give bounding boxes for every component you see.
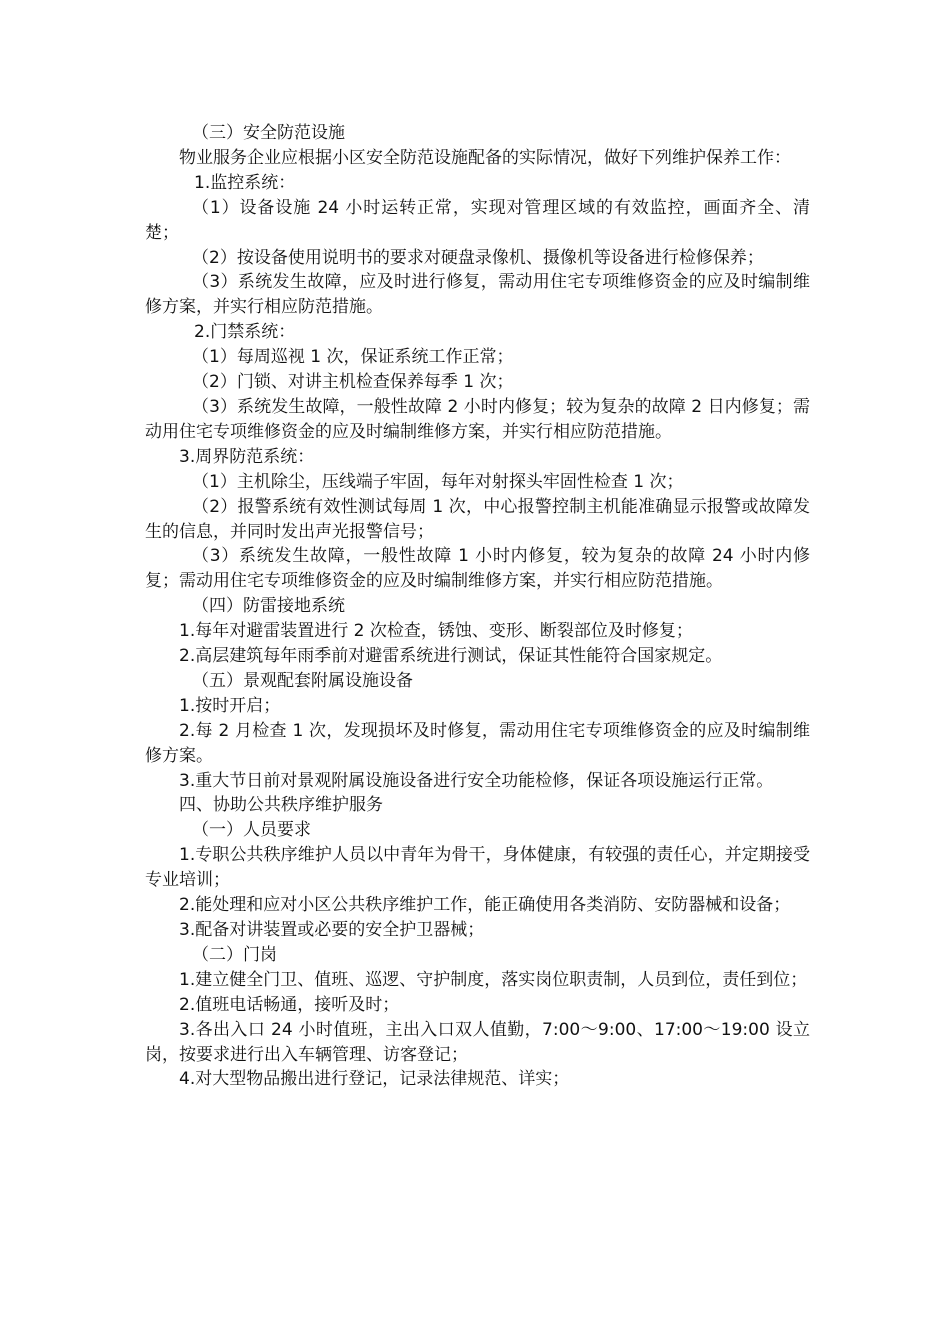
item-landscape-3: 3.重大节日前对景观附属设施设备进行安全功能检修，保证各项设施运行正常。	[179, 770, 774, 791]
item-landscape-1: 1.按时开启；	[179, 695, 281, 716]
item-gate-3: 3.各出入口 24 小时值班，主出入口双人值勤，7:00～9:00、17:00～19:00 设立岗，按要求进行出入车辆管理、访客登记；	[145, 1019, 810, 1065]
item-lightning-2: 2.高层建筑每年雨季前对避雷系统进行测试，保证其性能符合国家规定。	[179, 646, 723, 667]
subheading-safety-facilities: （三）安全防范设施	[192, 123, 345, 143]
item-landscape-2: 2.每 2 月检查 1 次，发现损坏及时修复，需动用住宅专项维修资金的应及时编制维修方案。	[145, 720, 810, 766]
item-access-system: 2.门禁系统：	[194, 322, 296, 343]
subheading-lightning: （四）防雷接地系统	[192, 596, 345, 617]
item-perimeter-1: （1）主机除尘，压线端子牢固，每年对射探头牢固性检查 1 次；	[192, 471, 684, 492]
paragraph-intro: 物业服务企业应根据小区安全防范设施配备的实际情况，做好下列维护保养工作：	[179, 147, 791, 168]
item-monitor-3: （3）系统发生故障，应及时进行修复，需动用住宅专项维修资金的应及时编制维修方案，并实行相应防范措施。	[145, 272, 810, 318]
item-gate-2: 2.值班电话畅通，接听及时；	[179, 994, 400, 1015]
item-perimeter-3: （3）系统发生故障，一般性故障 1 小时内修复，较为复杂的故障 24 小时内修复；需动用住宅专项维修资金的应及时编制维修方案，并实行相应防范措施。	[145, 546, 810, 592]
item-monitor-system: 1.监控系统：	[194, 172, 296, 193]
item-gate-1: 1.建立健全门卫、值班、巡逻、守护制度，落实岗位职责制，人员到位，责任到位；	[179, 969, 808, 990]
item-perimeter-2: （2）报警系统有效性测试每周 1 次，中心报警控制主机能准确显示报警或故障发生的信息，并同时发出声光报警信号；	[145, 496, 810, 542]
item-access-3: （3）系统发生故障，一般性故障 2 小时内修复；较为复杂的故障 2 日内修复；需动用住宅专项维修资金的应及时编制维修方案，并实行相应防范措施。	[145, 396, 810, 442]
item-staff-3: 3.配备对讲装置或必要的安全护卫器械；	[179, 920, 485, 940]
item-monitor-1: （1）设备设施 24 小时运转正常，实现对管理区域的有效监控，画面齐全、清楚；	[145, 197, 810, 243]
item-perimeter-system: 3.周界防范系统：	[179, 446, 315, 467]
section-heading-public-order: 四、协助公共秩序维护服务	[179, 795, 383, 816]
subheading-landscape: （五）景观配套附属设施设备	[192, 670, 413, 691]
item-access-2: （2）门锁、对讲主机检查保养每季 1 次；	[192, 372, 514, 393]
item-access-1: （1）每周巡视 1 次，保证系统工作正常；	[192, 347, 514, 368]
item-gate-4: 4.对大型物品搬出进行登记，记录法律规范、详实；	[179, 1069, 570, 1090]
item-lightning-1: 1.每年对避雷装置进行 2 次检查，锈蚀、变形、断裂部位及时修复；	[179, 621, 693, 642]
subheading-staff: （一）人员要求	[192, 820, 311, 841]
item-monitor-2: （2）按设备使用说明书的要求对硬盘录像机、摄像机等设备进行检修保养；	[192, 247, 764, 268]
document-body	[145, 121, 810, 1092]
item-staff-1: 1.专职公共秩序维护人员以中青年为骨干，身体健康，有较强的责任心，并定期接受专业培训；	[145, 845, 810, 891]
subheading-gate: （二）门岗	[192, 944, 277, 965]
item-staff-2: 2.能处理和应对小区公共秩序维护工作，能正确使用各类消防、安防器械和设备；	[179, 895, 791, 916]
